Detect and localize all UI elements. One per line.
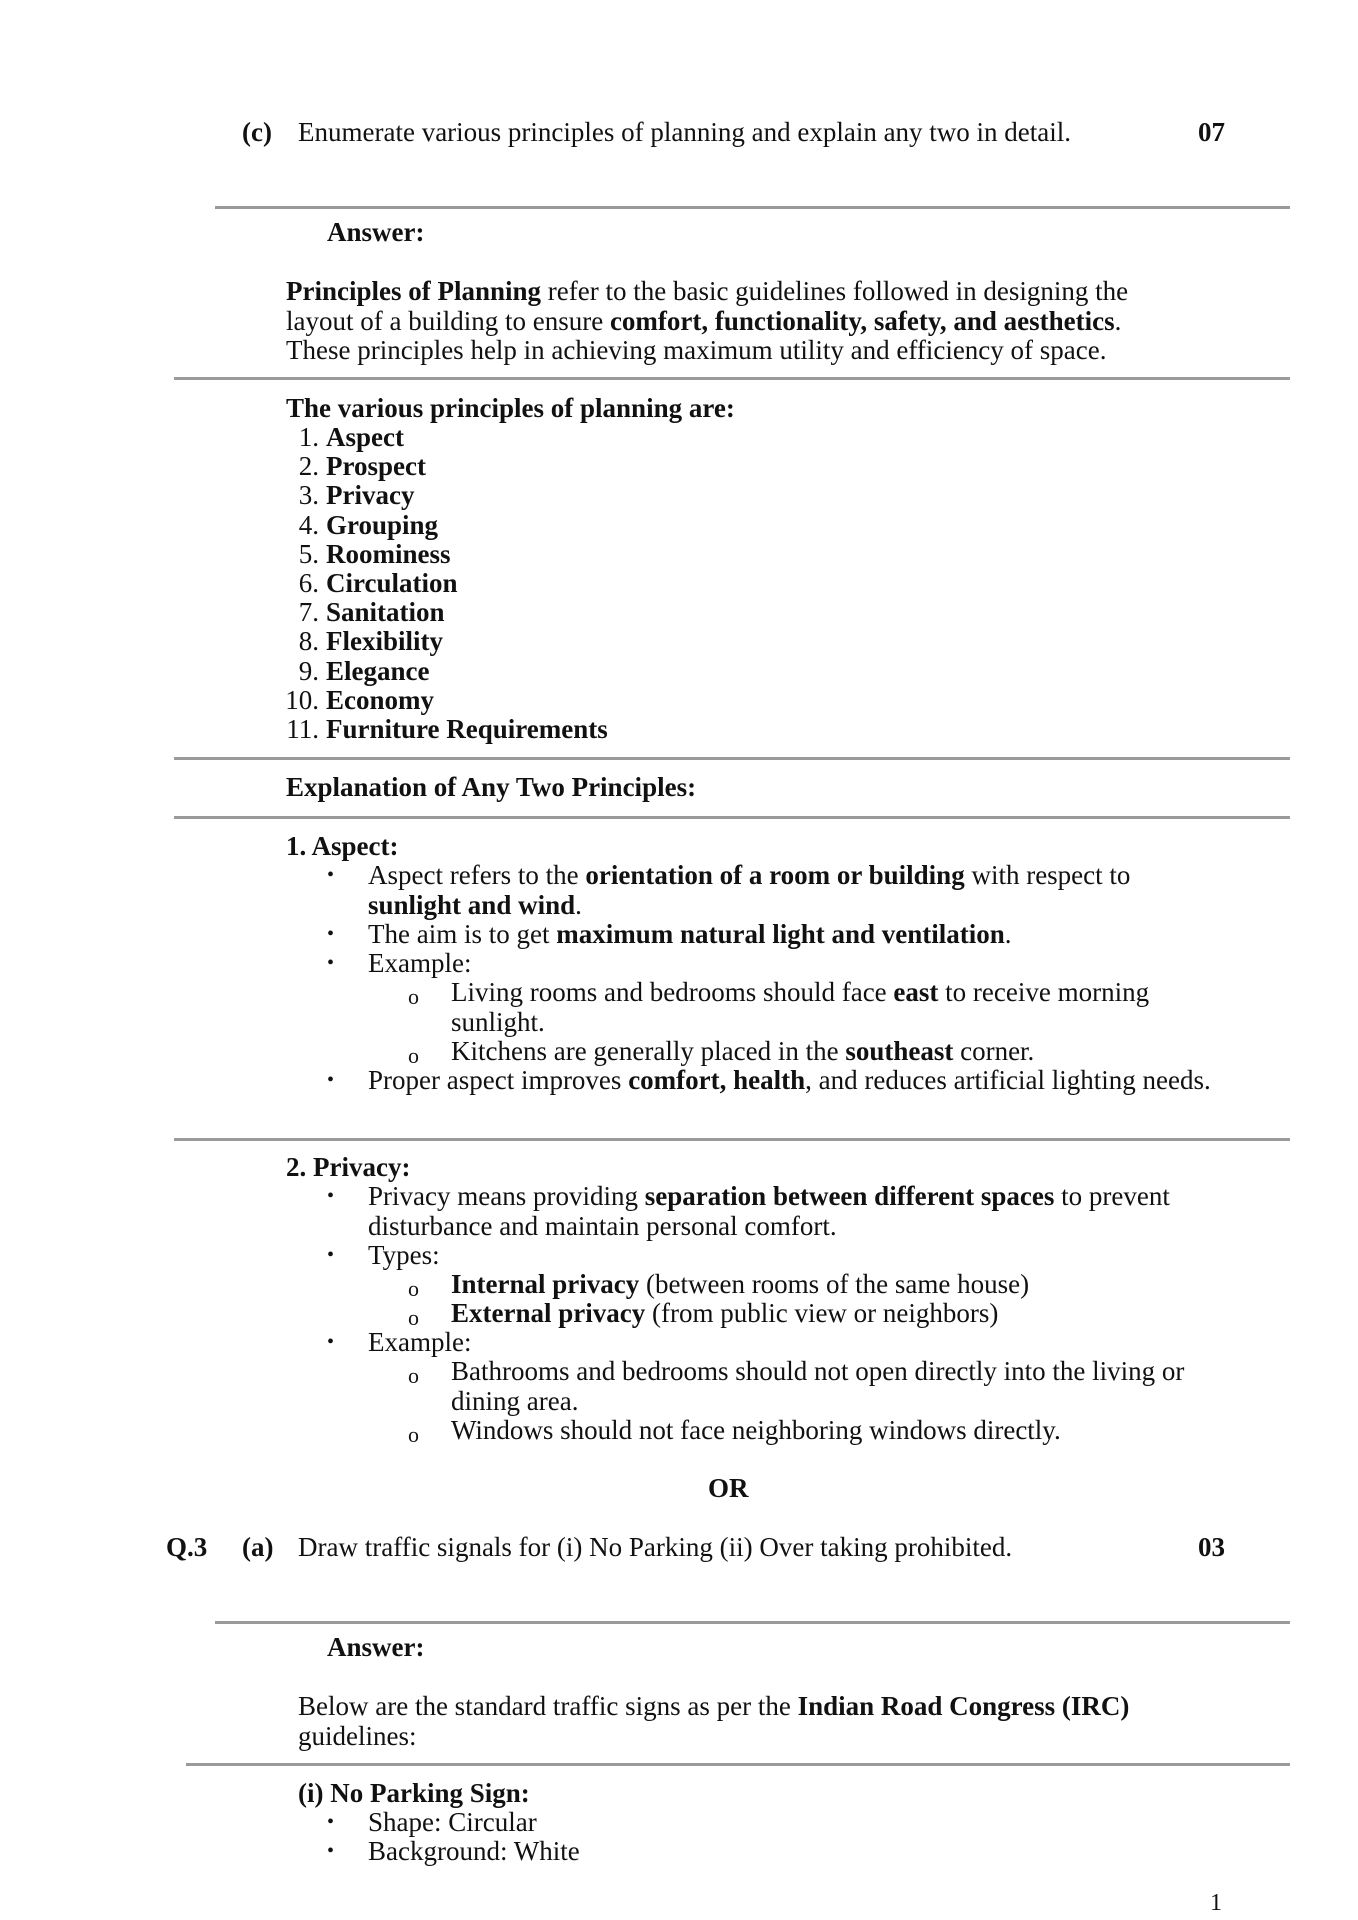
list-number: 3. <box>298 480 319 511</box>
bullet-text <box>451 1270 1211 1300</box>
list-item <box>280 715 608 745</box>
list-number: 8. <box>298 626 319 657</box>
emphasis: comfort, health <box>628 1065 806 1095</box>
divider <box>215 206 1290 209</box>
sign-title: (i) No Parking Sign: <box>298 1778 530 1808</box>
list-number: 5. <box>298 538 319 569</box>
bullet-item <box>327 861 1227 921</box>
question-label: (a) <box>242 1532 274 1562</box>
divider <box>186 1763 1290 1766</box>
divider <box>174 816 1290 819</box>
emphasis: separation between different spaces <box>644 1181 1055 1211</box>
question-marks: 07 <box>1198 117 1225 147</box>
divider <box>174 757 1290 760</box>
divider <box>174 1138 1290 1141</box>
text: with respect to <box>964 860 1131 890</box>
bullet-item <box>327 1837 1227 1867</box>
emphasis: maximum natural light and ventilation <box>556 919 1005 949</box>
circle-bullet-icon: o <box>408 1043 419 1068</box>
principles-list-heading: The various principles of planning are: <box>286 393 735 423</box>
question-number: Q.3 <box>166 1532 208 1562</box>
list-label: Aspect <box>326 422 404 452</box>
principles-list <box>280 423 880 753</box>
list-item <box>280 511 438 541</box>
emphasis: orientation of a room or building <box>585 860 965 890</box>
text: Proper aspect improves <box>368 1065 629 1095</box>
list-item <box>280 540 451 570</box>
list-label: Elegance <box>326 655 430 686</box>
bullet-icon: • <box>327 952 335 974</box>
bullet-text <box>451 1299 1211 1329</box>
text: to receive morning sunlight. <box>451 977 1150 1037</box>
answer-heading: Answer: <box>327 217 425 247</box>
bullet-item <box>327 1328 1227 1358</box>
list-label: Grouping <box>326 509 439 540</box>
intro-paragraph <box>286 277 1166 366</box>
circle-bullet-icon: o <box>408 1363 419 1388</box>
bullet-text <box>368 920 1218 950</box>
bullet-text <box>368 861 1218 920</box>
question-text: Enumerate various principles of planning and explain any two in detail. <box>298 117 1072 147</box>
list-number: 2. <box>298 451 319 482</box>
question-row-q3a <box>0 1533 1358 1565</box>
bullet-icon: • <box>327 864 335 886</box>
bullet-icon: • <box>327 1840 335 1862</box>
list-label: Economy <box>326 684 434 715</box>
list-item <box>280 481 414 511</box>
emphasis: sunlight and wind <box>368 889 576 920</box>
emphasis: east <box>893 977 939 1007</box>
intro-emphasis: comfort, functionality, safety, and aesthetics <box>609 305 1115 336</box>
list-label: Circulation <box>326 568 458 598</box>
text: Kitchens are generally placed in the <box>451 1036 846 1066</box>
bullet-icon: • <box>327 1331 335 1353</box>
list-label: Sanitation <box>326 597 445 628</box>
question-marks: 03 <box>1198 1532 1225 1562</box>
list-label: Roominess <box>326 538 451 569</box>
bullet-icon: • <box>327 1069 335 1091</box>
divider <box>215 1621 1290 1624</box>
bullet-item <box>327 1808 1227 1838</box>
text: . <box>1004 919 1012 949</box>
sub-bullet-item <box>408 1037 1228 1067</box>
sub-bullet-item <box>408 1416 1228 1446</box>
page-number: 1 <box>1210 1890 1222 1916</box>
list-item <box>280 686 434 716</box>
list-item <box>280 569 458 599</box>
bullet-text <box>451 978 1211 1037</box>
bullet-icon: • <box>327 1244 335 1266</box>
text: Below are the standard traffic signs as per the <box>298 1691 798 1721</box>
bullet-item <box>327 1182 1227 1242</box>
text: Living rooms and bedrooms should face <box>451 977 894 1007</box>
list-number: 9. <box>298 655 319 686</box>
sub-bullet-item <box>408 1357 1228 1417</box>
text: corner. <box>953 1036 1035 1066</box>
emphasis: External privacy <box>451 1298 646 1328</box>
circle-bullet-icon: o <box>408 1305 419 1330</box>
circle-bullet-icon: o <box>408 1276 419 1301</box>
list-label: Flexibility <box>326 626 443 657</box>
bullet-icon: • <box>327 1811 335 1833</box>
list-item <box>280 598 445 628</box>
aspect-title: 1. Aspect: <box>286 831 399 861</box>
bullet-text <box>368 1182 1218 1241</box>
bullet-text <box>451 1037 1211 1067</box>
list-item <box>280 423 404 453</box>
bullet-text: Background: White <box>368 1836 580 1866</box>
list-label: Prospect <box>326 451 426 482</box>
explanation-heading: Explanation of Any Two Principles: <box>286 772 697 802</box>
emphasis: southeast <box>845 1036 954 1066</box>
intro-text: refer to the basic guidelines followed in designing the layout of a building to ensure <box>286 276 1129 336</box>
bullet-item <box>327 949 1227 979</box>
text: The aim is to get <box>368 919 557 949</box>
question-label: (c) <box>242 117 272 147</box>
privacy-title: 2. Privacy: <box>286 1152 411 1182</box>
sub-bullet-item <box>408 1270 1228 1300</box>
bullet-item <box>327 1066 1227 1126</box>
list-number: 1. <box>298 422 319 452</box>
list-number: 6. <box>298 568 319 598</box>
bullet-item <box>327 1241 1227 1271</box>
circle-bullet-icon: o <box>408 984 419 1009</box>
text: Aspect refers to the <box>368 860 586 890</box>
divider <box>174 377 1290 380</box>
text: to prevent disturbance and maintain personal comfort. <box>368 1181 1170 1241</box>
intro-term: Principles of Planning <box>286 276 542 306</box>
emphasis: Internal privacy <box>451 1269 640 1299</box>
answer-intro <box>298 1692 1178 1751</box>
bullet-icon: • <box>327 1185 335 1207</box>
list-number: 11. <box>286 714 319 744</box>
bullet-text: Bathrooms and bedrooms should not open directly into the living or dining area. <box>451 1356 1185 1416</box>
bullet-item <box>327 920 1227 950</box>
question-text: Draw traffic signals for (i) No Parking (ii) Over taking prohibited. <box>298 1532 1013 1562</box>
text: , and reduces artificial lighting needs. <box>805 1065 1211 1095</box>
bullet-text: Windows should not face neighboring windows directly. <box>451 1415 1061 1445</box>
text: guidelines: <box>298 1720 417 1751</box>
sub-bullet-item <box>408 1299 1228 1329</box>
or-separator: OR <box>708 1473 749 1503</box>
list-item <box>280 657 429 687</box>
circle-bullet-icon: o <box>408 1422 419 1447</box>
list-item <box>280 452 426 482</box>
list-number: 4. <box>298 509 319 540</box>
bullet-text: Types: <box>368 1240 440 1270</box>
list-label: Privacy <box>326 480 415 511</box>
bullet-text: Example: <box>368 1327 472 1357</box>
text: Privacy means providing <box>368 1181 645 1211</box>
list-label: Furniture Requirements <box>326 714 608 744</box>
question-row-q2c <box>0 118 1358 150</box>
text: (between rooms of the same house) <box>639 1269 1030 1299</box>
list-number: 7. <box>298 597 319 628</box>
text: (from public view or neighbors) <box>645 1298 999 1328</box>
bullet-icon: • <box>327 923 335 945</box>
emphasis: Indian Road Congress (IRC) <box>797 1691 1130 1721</box>
intro-text-end: . These principles help in achieving maximum utility and efficiency of space. <box>286 305 1122 365</box>
answer-heading: Answer: <box>327 1632 425 1662</box>
bullet-text: Shape: Circular <box>368 1807 537 1837</box>
bullet-text <box>368 1066 1218 1096</box>
list-number: 10. <box>285 684 319 715</box>
text: . <box>575 889 582 920</box>
list-item <box>280 627 443 657</box>
sub-bullet-item <box>408 978 1228 1038</box>
bullet-text: Example: <box>368 948 472 978</box>
